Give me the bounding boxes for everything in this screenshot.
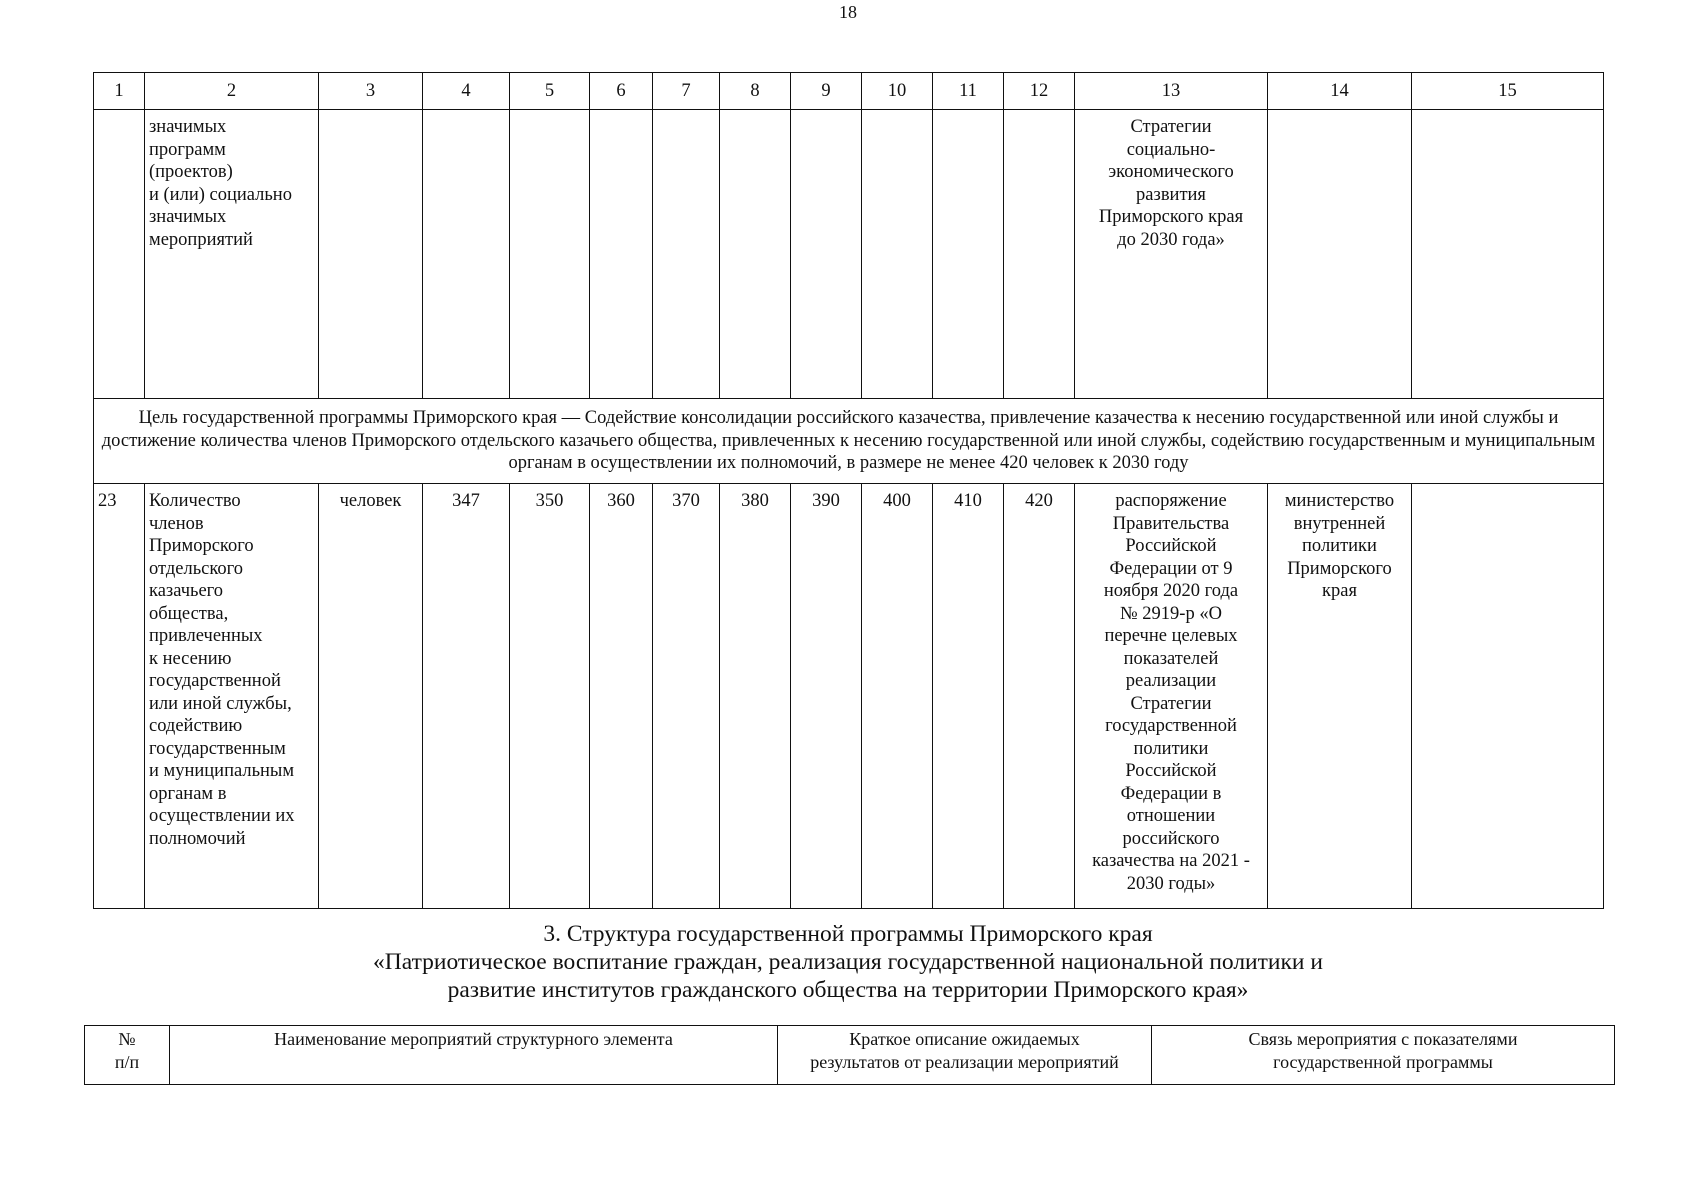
- text-line: российского: [1122, 828, 1220, 849]
- text-line: показателей: [1123, 648, 1219, 669]
- text-line: № 2919-р «О: [1120, 603, 1222, 624]
- empty-cell: [720, 110, 791, 399]
- structure-table: [84, 1025, 1615, 1085]
- text-line: политики: [1302, 536, 1377, 556]
- text-line: Российской: [1125, 536, 1217, 556]
- text-line: Количество: [149, 491, 241, 511]
- text-line: казачьего: [149, 581, 224, 601]
- text-line: политики: [1133, 738, 1209, 759]
- text-line: Краткое описание ожидаемых: [849, 1029, 1080, 1049]
- text-line: Наименование мероприятий структурного элемента: [274, 1029, 673, 1049]
- indicators-table: [93, 72, 1604, 909]
- text-line: или иной службы,: [149, 693, 292, 714]
- text-line: значимых: [149, 117, 227, 137]
- column-number: 13: [1075, 73, 1268, 110]
- text-line: значимых: [149, 207, 227, 227]
- text-line: осуществлении их: [149, 806, 295, 826]
- empty-cell: [862, 110, 933, 399]
- text-line: общества,: [149, 603, 229, 624]
- text-line: края: [1322, 581, 1357, 601]
- text-line: и муниципальным: [149, 761, 295, 781]
- empty-cell: [1004, 110, 1075, 399]
- indicator-name-cell: [145, 484, 319, 909]
- text-line: п/п: [114, 1052, 140, 1072]
- text-line: внутренней: [1293, 513, 1386, 534]
- section-title: [0, 920, 1696, 1004]
- column-number: 10: [862, 73, 933, 110]
- text-line: полномочий: [149, 828, 246, 849]
- column-number: 1: [94, 73, 145, 110]
- section-title-line: «Патриотическое воспитание граждан, реализация государственной национальной политики и: [373, 949, 1323, 975]
- row-number: 23: [94, 484, 145, 909]
- text-line: к несению: [149, 648, 232, 669]
- text-line: №: [118, 1029, 136, 1049]
- text-line: государственной: [1105, 716, 1237, 736]
- value-cell: 347: [423, 484, 510, 909]
- header-event-name: [170, 1026, 778, 1085]
- text-line: Федерации от 9: [1109, 558, 1233, 579]
- text-line: отдельского: [149, 558, 244, 579]
- text-line: отношении: [1126, 806, 1216, 826]
- text-line: членов: [149, 513, 204, 534]
- text-line: Стратегии: [1130, 117, 1212, 137]
- value-cell: 390: [791, 484, 862, 909]
- text-line: социально-: [1126, 139, 1216, 160]
- text-line: результатов от реализации мероприятий: [810, 1052, 1119, 1072]
- text-line: органам в: [149, 783, 227, 804]
- empty-cell: [510, 110, 590, 399]
- column-number-row: [94, 73, 1604, 110]
- empty-cell: [653, 110, 720, 399]
- value-cell: 420: [1004, 484, 1075, 909]
- text-line: Стратегии: [1130, 693, 1212, 714]
- column-number: 3: [319, 73, 423, 110]
- column-number: 6: [590, 73, 653, 110]
- empty-cell: [791, 110, 862, 399]
- text-line: экономического: [1108, 162, 1234, 182]
- text-line: государственной: [149, 671, 281, 691]
- text-line: Приморского: [1287, 558, 1392, 579]
- empty-cell: [590, 110, 653, 399]
- text-line: казачества на 2021 -: [1092, 851, 1250, 871]
- text-line: развития: [1136, 184, 1206, 205]
- value-cell: 410: [933, 484, 1004, 909]
- text-line: Правительства: [1112, 513, 1230, 534]
- unit-cell: человек: [319, 484, 423, 909]
- text-line: программ: [149, 139, 226, 160]
- empty-cell: [933, 110, 1004, 399]
- text-line: Связь мероприятия с показателями: [1248, 1029, 1518, 1049]
- indicator-name-cell: [145, 110, 319, 399]
- text-line: (проектов): [149, 162, 233, 182]
- program-goal: Цель государственной программы Приморского края — Содействие консолидации российского казачества, привлечение казачества к несению государственной или иной службы и достижение количества членов Приморского отдельского казачьего общества, привлеченных к несению государственной или иной службы, содействию государственным и муниципальным органам в осуществлении их полномочий, в размере не менее 420 человек к 2030 году: [94, 399, 1604, 484]
- empty-cell: [319, 110, 423, 399]
- text-line: мероприятий: [149, 229, 253, 250]
- text-line: 2030 годы»: [1126, 873, 1216, 894]
- text-line: Приморского: [149, 536, 254, 556]
- column-number: 9: [791, 73, 862, 110]
- basis-cell: [1075, 110, 1268, 399]
- column-number: 2: [145, 73, 319, 110]
- column-number: 12: [1004, 73, 1075, 110]
- text-line: привлеченных: [149, 626, 263, 646]
- column-number: 11: [933, 73, 1004, 110]
- text-line: государственным: [149, 738, 286, 759]
- text-line: Федерации в: [1120, 783, 1222, 804]
- structure-header-row: [85, 1026, 1615, 1085]
- value-cell: 350: [510, 484, 590, 909]
- continuation-row: [94, 110, 1604, 399]
- page-number: 18: [839, 2, 857, 22]
- text-line: до 2030 года»: [1117, 229, 1225, 250]
- responsible-cell: [1268, 484, 1412, 909]
- value-cell: 380: [720, 484, 791, 909]
- text-line: перечне целевых: [1104, 626, 1238, 646]
- empty-cell: [1268, 110, 1412, 399]
- value-cell: 360: [590, 484, 653, 909]
- empty-cell: [1412, 484, 1604, 909]
- header-number: [85, 1026, 170, 1085]
- header-expected-results: [778, 1026, 1152, 1085]
- column-number: 14: [1268, 73, 1412, 110]
- header-indicator-link: [1152, 1026, 1615, 1085]
- text-line: реализации: [1125, 671, 1217, 691]
- section-title-line: развитие институтов гражданского общества на территории Приморского края»: [447, 977, 1249, 1003]
- column-number: 7: [653, 73, 720, 110]
- text-line: содействию: [149, 716, 243, 736]
- empty-cell: [94, 110, 145, 399]
- goal-row: [94, 399, 1604, 484]
- text-line: Российской: [1125, 761, 1217, 781]
- text-line: Приморского края: [1098, 207, 1244, 227]
- value-cell: 370: [653, 484, 720, 909]
- indicator-row-23: [94, 484, 1604, 909]
- empty-cell: [1412, 110, 1604, 399]
- text-line: министерство: [1284, 491, 1395, 511]
- text-line: распоряжение: [1115, 491, 1227, 511]
- column-number: 5: [510, 73, 590, 110]
- column-number: 15: [1412, 73, 1604, 110]
- section-title-line: 3. Структура государственной программы Приморского края: [543, 921, 1153, 947]
- text-line: и (или) социально: [149, 184, 292, 205]
- basis-cell: [1075, 484, 1268, 909]
- text-line: государственной программы: [1273, 1052, 1493, 1072]
- column-number: 4: [423, 73, 510, 110]
- empty-cell: [423, 110, 510, 399]
- value-cell: 400: [862, 484, 933, 909]
- text-line: ноября 2020 года: [1103, 581, 1239, 601]
- column-number: 8: [720, 73, 791, 110]
